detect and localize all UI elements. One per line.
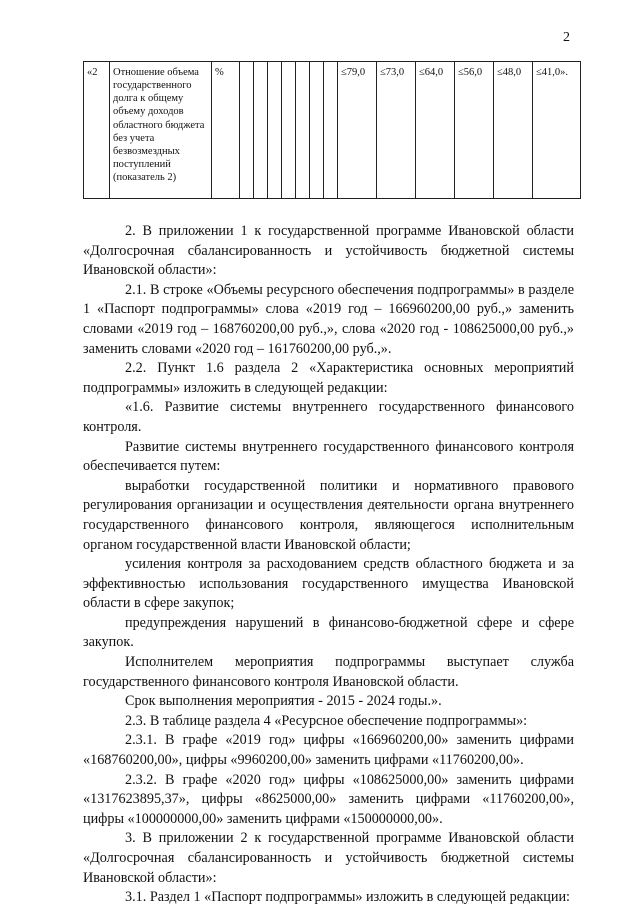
table-row: [84, 62, 581, 199]
indicator-table: [83, 61, 581, 199]
empty-cell: [324, 62, 338, 199]
value-cell: ≤79,0: [338, 62, 377, 199]
paragraph: Развитие системы внутреннего государственного финансового контроля обеспечивается путем:: [83, 438, 574, 475]
value-cell: ≤48,0: [494, 62, 533, 199]
paragraph: выработки государственной политики и нормативного правового регулирования организации и осуществления деятельности органа внутреннего государственного финансового контроля, являющегося исполнительным органом государственной власти Ивановской области;: [83, 477, 574, 553]
paragraph: 2.3.1. В графе «2019 год» цифры «166960200,00» заменить цифрами «168760200,00», цифры «9960200,00» заменить цифрами «11760200,00».: [83, 732, 574, 769]
paragraph: 3. В приложении 2 к государственной программе Ивановской области «Долгосрочная сбалансированность и устойчивость бюджетной системы Ивановской области»:: [83, 830, 574, 886]
empty-cell: [282, 62, 296, 199]
paragraph: 2.3. В таблице раздела 4 «Ресурсное обеспечение подпрограммы»:: [125, 712, 528, 729]
page-number: 2: [563, 30, 570, 45]
value-cell: ≤73,0: [377, 62, 416, 199]
paragraph: 2.3.2. В графе «2020 год» цифры «108625000,00» заменить цифрами «1317623895,37», цифры «8625000,00» заменить цифрами «11760200,00», цифры «100000000,00» заменить цифрами «150000000,00».: [83, 771, 574, 827]
empty-cell: [240, 62, 254, 199]
paragraph: 2. В приложении 1 к государственной программе Ивановской области «Долгосрочная сбалансированность и устойчивость бюджетной системы Ивановской области»:: [83, 223, 574, 279]
row-number-cell: «2: [84, 62, 110, 199]
paragraph: Срок выполнения мероприятия - 2015 - 2024 годы.».: [125, 693, 442, 710]
paragraph: 2.2. Пункт 1.6 раздела 2 «Характеристика основных мероприятий подпрограммы» изложить в следующей редакции:: [83, 360, 574, 396]
paragraph: 2.1. В строке «Объемы ресурсного обеспечения подпрограммы» в разделе 1 «Паспорт подпрограммы» слова «2019 год – 166960200,00 руб.,» заменить словами «2019 год – 168760200,00 руб.,», слова «2020 год - 108625000,00 руб.,» заменить словами «2020 год – 161760200,00 руб.,».: [83, 281, 574, 357]
paragraph: 3.1. Раздел 1 «Паспорт подпрограммы» изложить в следующей редакции:: [125, 889, 570, 906]
indicator-name-cell: Отношение объема государственного долга к общему объему доходов областного бюджета без учета безвозмездных поступлений (показатель 2): [110, 62, 212, 199]
paragraph: усиления контроля за расходованием средств областного бюджета и за эффективностью использования государственного имущества Ивановской области в сфере закупок;: [83, 556, 574, 612]
paragraph: предупреждения нарушений в финансово-бюджетной сфере и сфере закупок.: [83, 614, 574, 651]
empty-cell: [296, 62, 310, 199]
value-cell: ≤64,0: [416, 62, 455, 199]
paragraph: Исполнителем мероприятия подпрограммы выступает служба государственного финансового контроля Ивановской области.: [83, 654, 574, 690]
value-cell: ≤41,0».: [533, 62, 581, 199]
value-cell: ≤56,0: [455, 62, 494, 199]
document-body: [83, 222, 574, 908]
empty-cell: [268, 62, 282, 199]
empty-cell: [310, 62, 324, 199]
paragraph: «1.6. Развитие системы внутреннего государственного финансового контроля.: [83, 399, 574, 435]
unit-cell: %: [212, 62, 240, 199]
empty-cell: [254, 62, 268, 199]
